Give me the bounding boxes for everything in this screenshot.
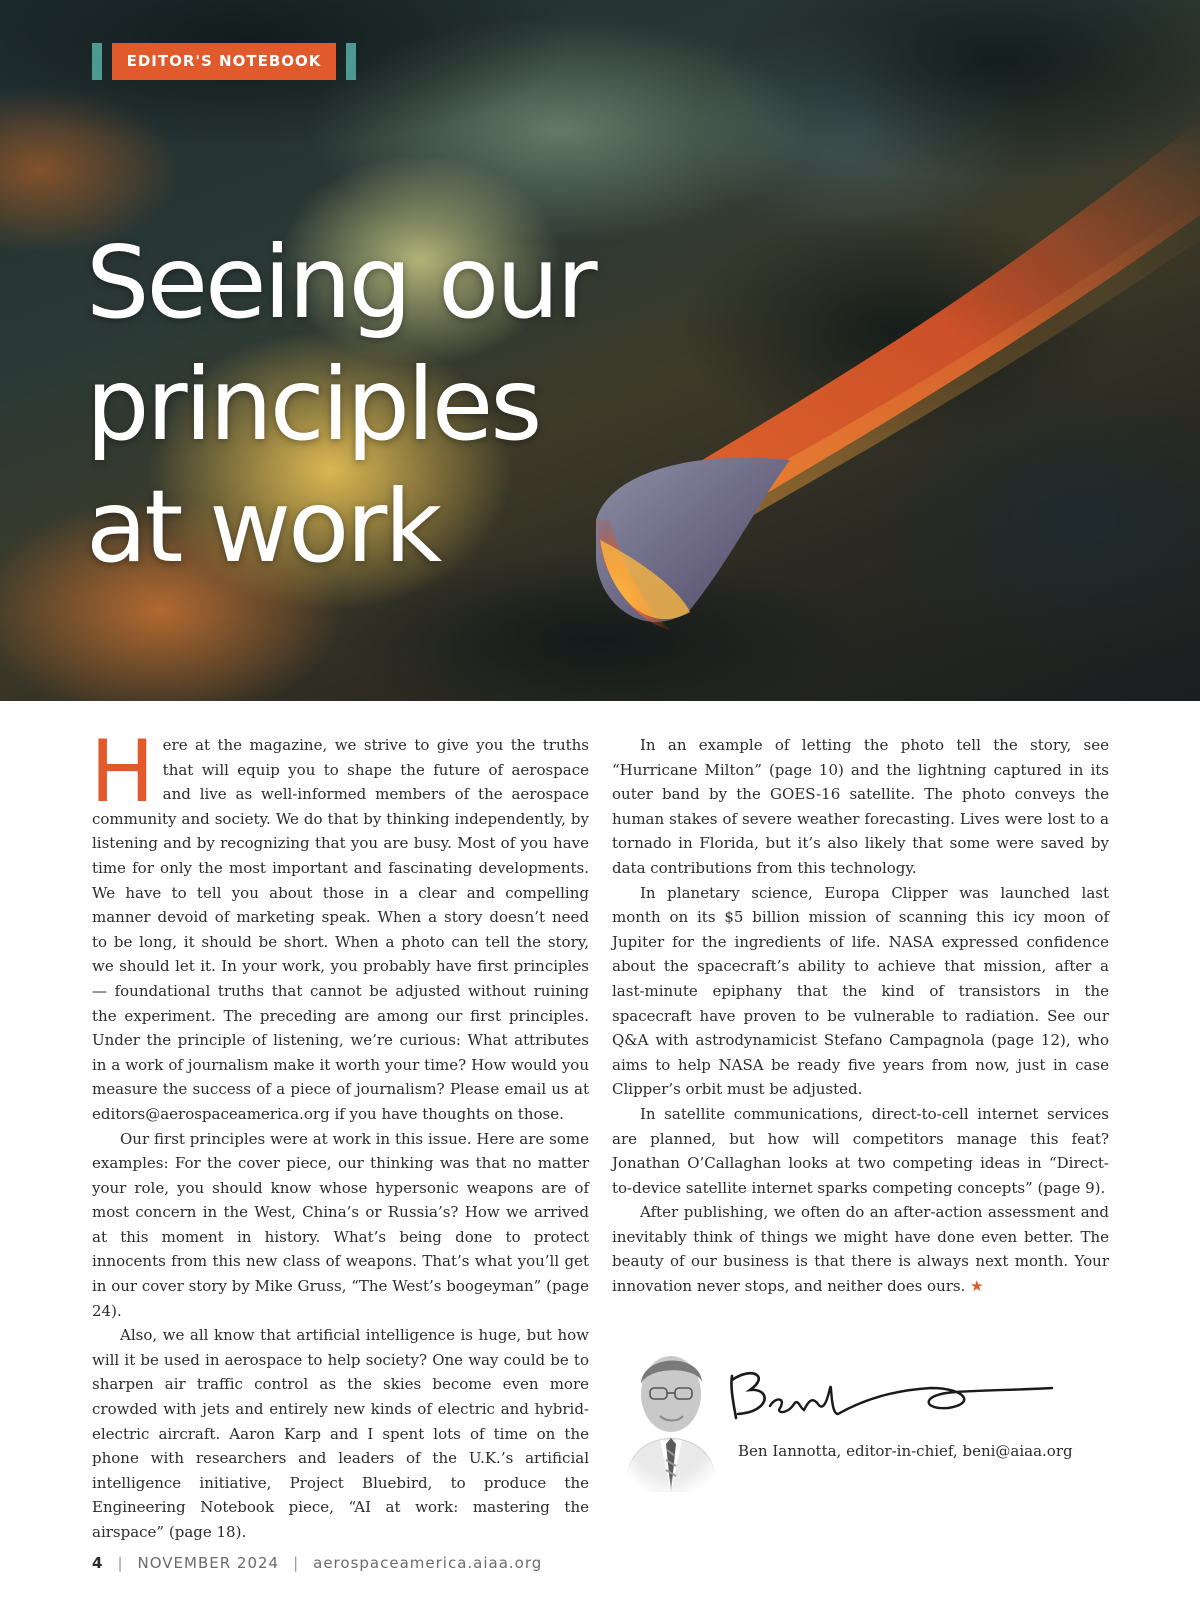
section-tag (92, 43, 356, 80)
signature-caption: Ben Iannotta, editor-in-chief, beni@aiaa.org (738, 1442, 1073, 1460)
tag-accent-bar-left (92, 43, 102, 80)
page-footer (92, 1552, 542, 1574)
footer-separator: | (117, 1554, 124, 1572)
end-mark-star-icon: ★ (970, 1277, 984, 1296)
body-paragraph: Here at the magazine, we strive to give you the truths that will equip you to shape the future of aerospace and live as well-informed members of the aerospace community and society. We do that by thinking independently, by listening and by recognizing that you are busy. Most of you have time for only the most important and fascinating developments. We have to tell you about those in a clear and compelling manner devoid of marketing speak. When a story doesn’t need to be long, it should be short. When a photo can tell the story, we should let it. In your work, you probably have first principles — foundational truths that cannot be adjusted without ruining the experiment. The preceding are among our first principles. Under the principle of listening, we’re curious: What attributes in a work of journalism make it worth your time? How would you measure the success of a piece of journalism? Please email us at editors@aerospaceamerica.org if you have thoughts on those. (90, 722, 589, 1123)
body-paragraph: In planetary science, Europa Clipper was launched last month on its $5 billion mission of scanning this icy moon of Jupiter for the ingredients of life. NASA expressed confidence about the spacecraft’s ability to achieve that mission, after a last-minute epiphany that the kind of transistors in the spacecraft have proven to be vulnerable to radiation. See our Q&A with astrodynamicist Stefano Campagnola (page 12), who aims to help NASA be ready five years from now, just in case Clipper’s orbit must be adjusted. (612, 883, 1109, 1099)
title-line-1: Seeing our (86, 224, 595, 341)
footer-separator: | (293, 1554, 300, 1572)
title-line-3: at work (86, 468, 440, 585)
drop-cap: H (90, 722, 155, 822)
page-number: 4 (92, 1554, 104, 1572)
body-paragraph: After publishing, we often do an after-action assessment and inevitably think of things we might have done even better. The beauty of our business is that there is always next month. Your innovation never stops, and neither does ours. ★ (612, 1203, 1109, 1296)
website-link[interactable]: aerospaceamerica.aiaa.org (313, 1554, 543, 1572)
article-title (86, 222, 726, 588)
title-line-2: principles (86, 346, 540, 463)
body-paragraph: Our first principles were at work in this issue. Here are some examples: For the cover piece, our thinking was that no matter your role, you should know whose hypersonic weapons are of most concern in the West, China’s or Russia’s? How we arrived at this moment in history. What’s being done to protect innocents from this new class of weapons. That’s what you’ll get in our cover story by Mike Gruss, “The West’s boogeyman” (page 24). (92, 1129, 589, 1320)
body-column-right (612, 733, 1109, 1299)
body-column-left (90, 722, 589, 1545)
issue-date: NOVEMBER 2024 (137, 1554, 280, 1572)
author-portrait (616, 1332, 726, 1492)
hero-image (0, 0, 1200, 701)
body-paragraph: In an example of letting the photo tell the story, see “Hurricane Milton” (page 10) and the lightning captured in its outer band by the GOES-16 satellite. The photo conveys the human stakes of severe weather forecasting. Lives were lost to a tornado in Florida, but it’s also likely that some were saved by data contributions from this technology. (612, 736, 1109, 877)
body-paragraph: In satellite communications, direct-to-cell internet services are planned, but how will competitors manage this feat? Jonathan O’Callaghan looks at two competing ideas in “Direct-to-device satellite internet sparks competing concepts” (page 9). (612, 1104, 1109, 1197)
section-tag-label: EDITOR'S NOTEBOOK (112, 43, 336, 80)
tag-accent-bar-right (346, 43, 356, 80)
body-paragraph: Also, we all know that artificial intelligence is huge, but how will it be used in aerospace to help society? One way could be to sharpen air traffic control as the skies become even more crowded with jets and entirely new kinds of electric and hybrid-electric aircraft. Aaron Karp and I spent lots of time on the phone with researchers and leaders of the U.K.’s artificial intelligence initiative, Project Bluebird, to produce the Engineering Notebook piece, “AI at work: mastering the airspace” (page 18). (92, 1326, 589, 1541)
handwritten-signature (726, 1358, 1056, 1428)
